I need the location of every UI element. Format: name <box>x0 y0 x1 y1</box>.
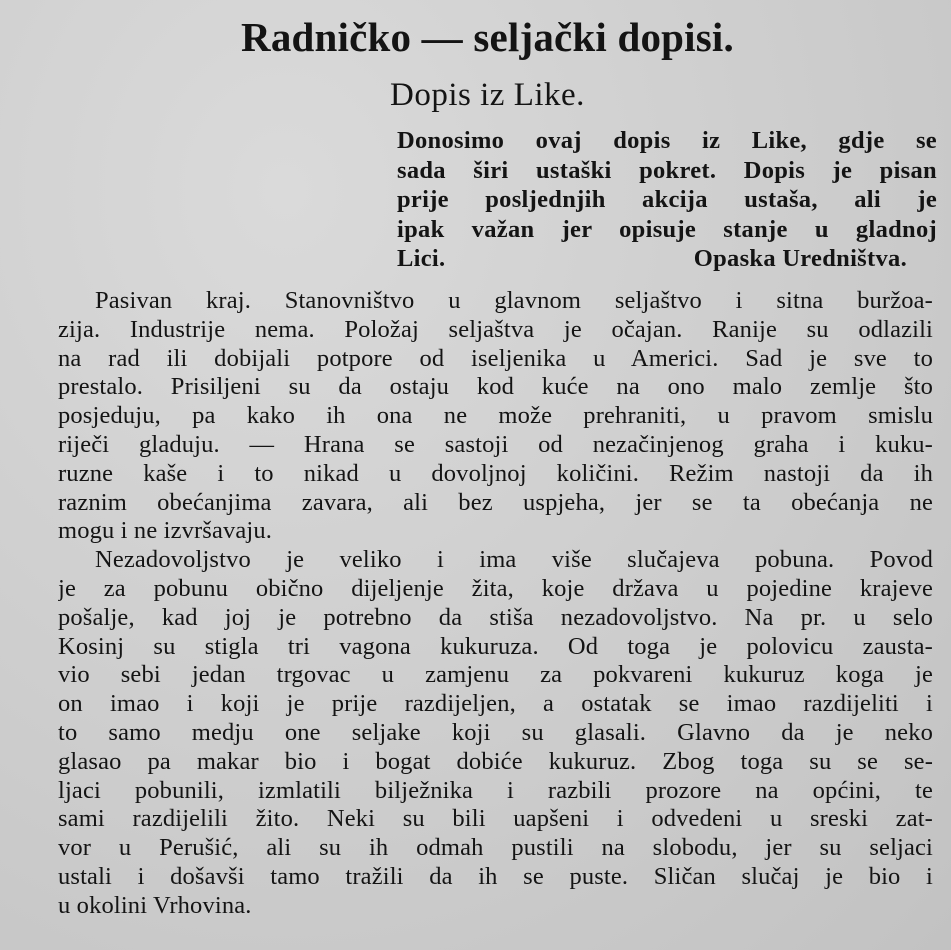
editor-note-signature: Opaska Uredništva. <box>693 245 907 272</box>
paragraph-line: ustali i došavši tamo tražili da ih se puste. Sličan slučaj je bio i <box>58 862 933 890</box>
editor-note-line: Donosimo ovaj dopis iz Like, gdje se <box>397 127 937 154</box>
paragraph-line: riječi gladuju. — Hrana se sastoji od nezačinjenog graha i kuku- <box>58 430 933 458</box>
paragraph-line: pošalje, kad joj je potrebno da stiša nezadovoljstvo. Na pr. u selo <box>58 603 933 631</box>
article-title: Radničko — seljački dopisi. <box>241 14 734 60</box>
paragraph-line: sami razdijelili žito. Neki su bili uapšeni i odvedeni u sreski zat- <box>58 805 933 833</box>
paragraph-line: na rad ili dobijali potpore od iseljenika u Americi. Sad je sve to <box>58 344 933 372</box>
paragraph-line: Pasivan kraj. Stanovništvo u glavnom seljaštvo i sitna buržoa- <box>95 287 933 314</box>
paragraph-line: to samo medju one seljake koji su glasali. Glavno da je neko <box>58 718 933 746</box>
paragraph-line: prestalo. Prisiljeni su da ostaju kod kuće na ono malo zemlje što <box>58 373 933 401</box>
paragraph-line: mogu i ne izvršavaju. <box>58 517 273 545</box>
paragraph-line: ljaci pobunili, izmlatili bilježnika i razbili prozore na općini, te <box>58 776 933 804</box>
paragraph-line: vor u Perušić, ali su ih odmah pustili na slobodu, jer su seljaci <box>58 834 933 862</box>
paragraph-line: vio sebi jedan trgovac u zamjenu za pokvareni kukuruz koga je <box>58 661 933 689</box>
article-subtitle: Dopis iz Like. <box>390 77 585 113</box>
editor-note <box>397 126 937 274</box>
editor-note-line: ipak važan jer opisuje stanje u gladnoj <box>397 215 937 243</box>
paragraph-line: u okolini Vrhovina. <box>58 891 252 919</box>
paragraph-line: zija. Industrije nema. Položaj seljaštva je očajan. Ranije su odlazili <box>58 315 933 343</box>
paragraph-line: je za pobunu obično dijeljenje žita, koje država u pojedine krajeve <box>58 574 933 602</box>
paragraph-line: Kosinj su stigla tri vagona kukuruza. Od toga je polovicu zausta- <box>58 632 933 660</box>
paragraph-line: Nezadovoljstvo je veliko i ima više slučajeva pobuna. Povod <box>95 546 933 574</box>
paragraph-line: on imao i koji je prije razdijeljen, a ostatak se imao razdijeliti i <box>58 690 933 718</box>
paragraph-line: glasao pa makar bio i bogat dobiće kukuruz. Zbog toga su se se- <box>58 747 933 775</box>
paragraph-2 <box>58 546 933 920</box>
paragraph-line: posjeduju, pa kako ih ona ne može prehraniti, u pravom smislu <box>58 402 933 430</box>
editor-note-line-end: Lici. <box>397 245 446 272</box>
editor-note-line: sada širi ustaški pokret. Dopis je pisan <box>397 156 937 184</box>
editor-note-last-line <box>397 244 937 274</box>
paragraph-1 <box>58 287 933 546</box>
article-body <box>58 287 933 921</box>
editor-note-line: prije posljednjih akcija ustaša, ali je <box>397 186 937 213</box>
paragraph-line: ruzne kaše i to nikad u dovoljnoj količini. Režim nastoji da ih <box>58 459 933 487</box>
paragraph-line: raznim obećanjima zavara, ali bez uspjeha, jer se ta obećanja ne <box>58 488 933 516</box>
